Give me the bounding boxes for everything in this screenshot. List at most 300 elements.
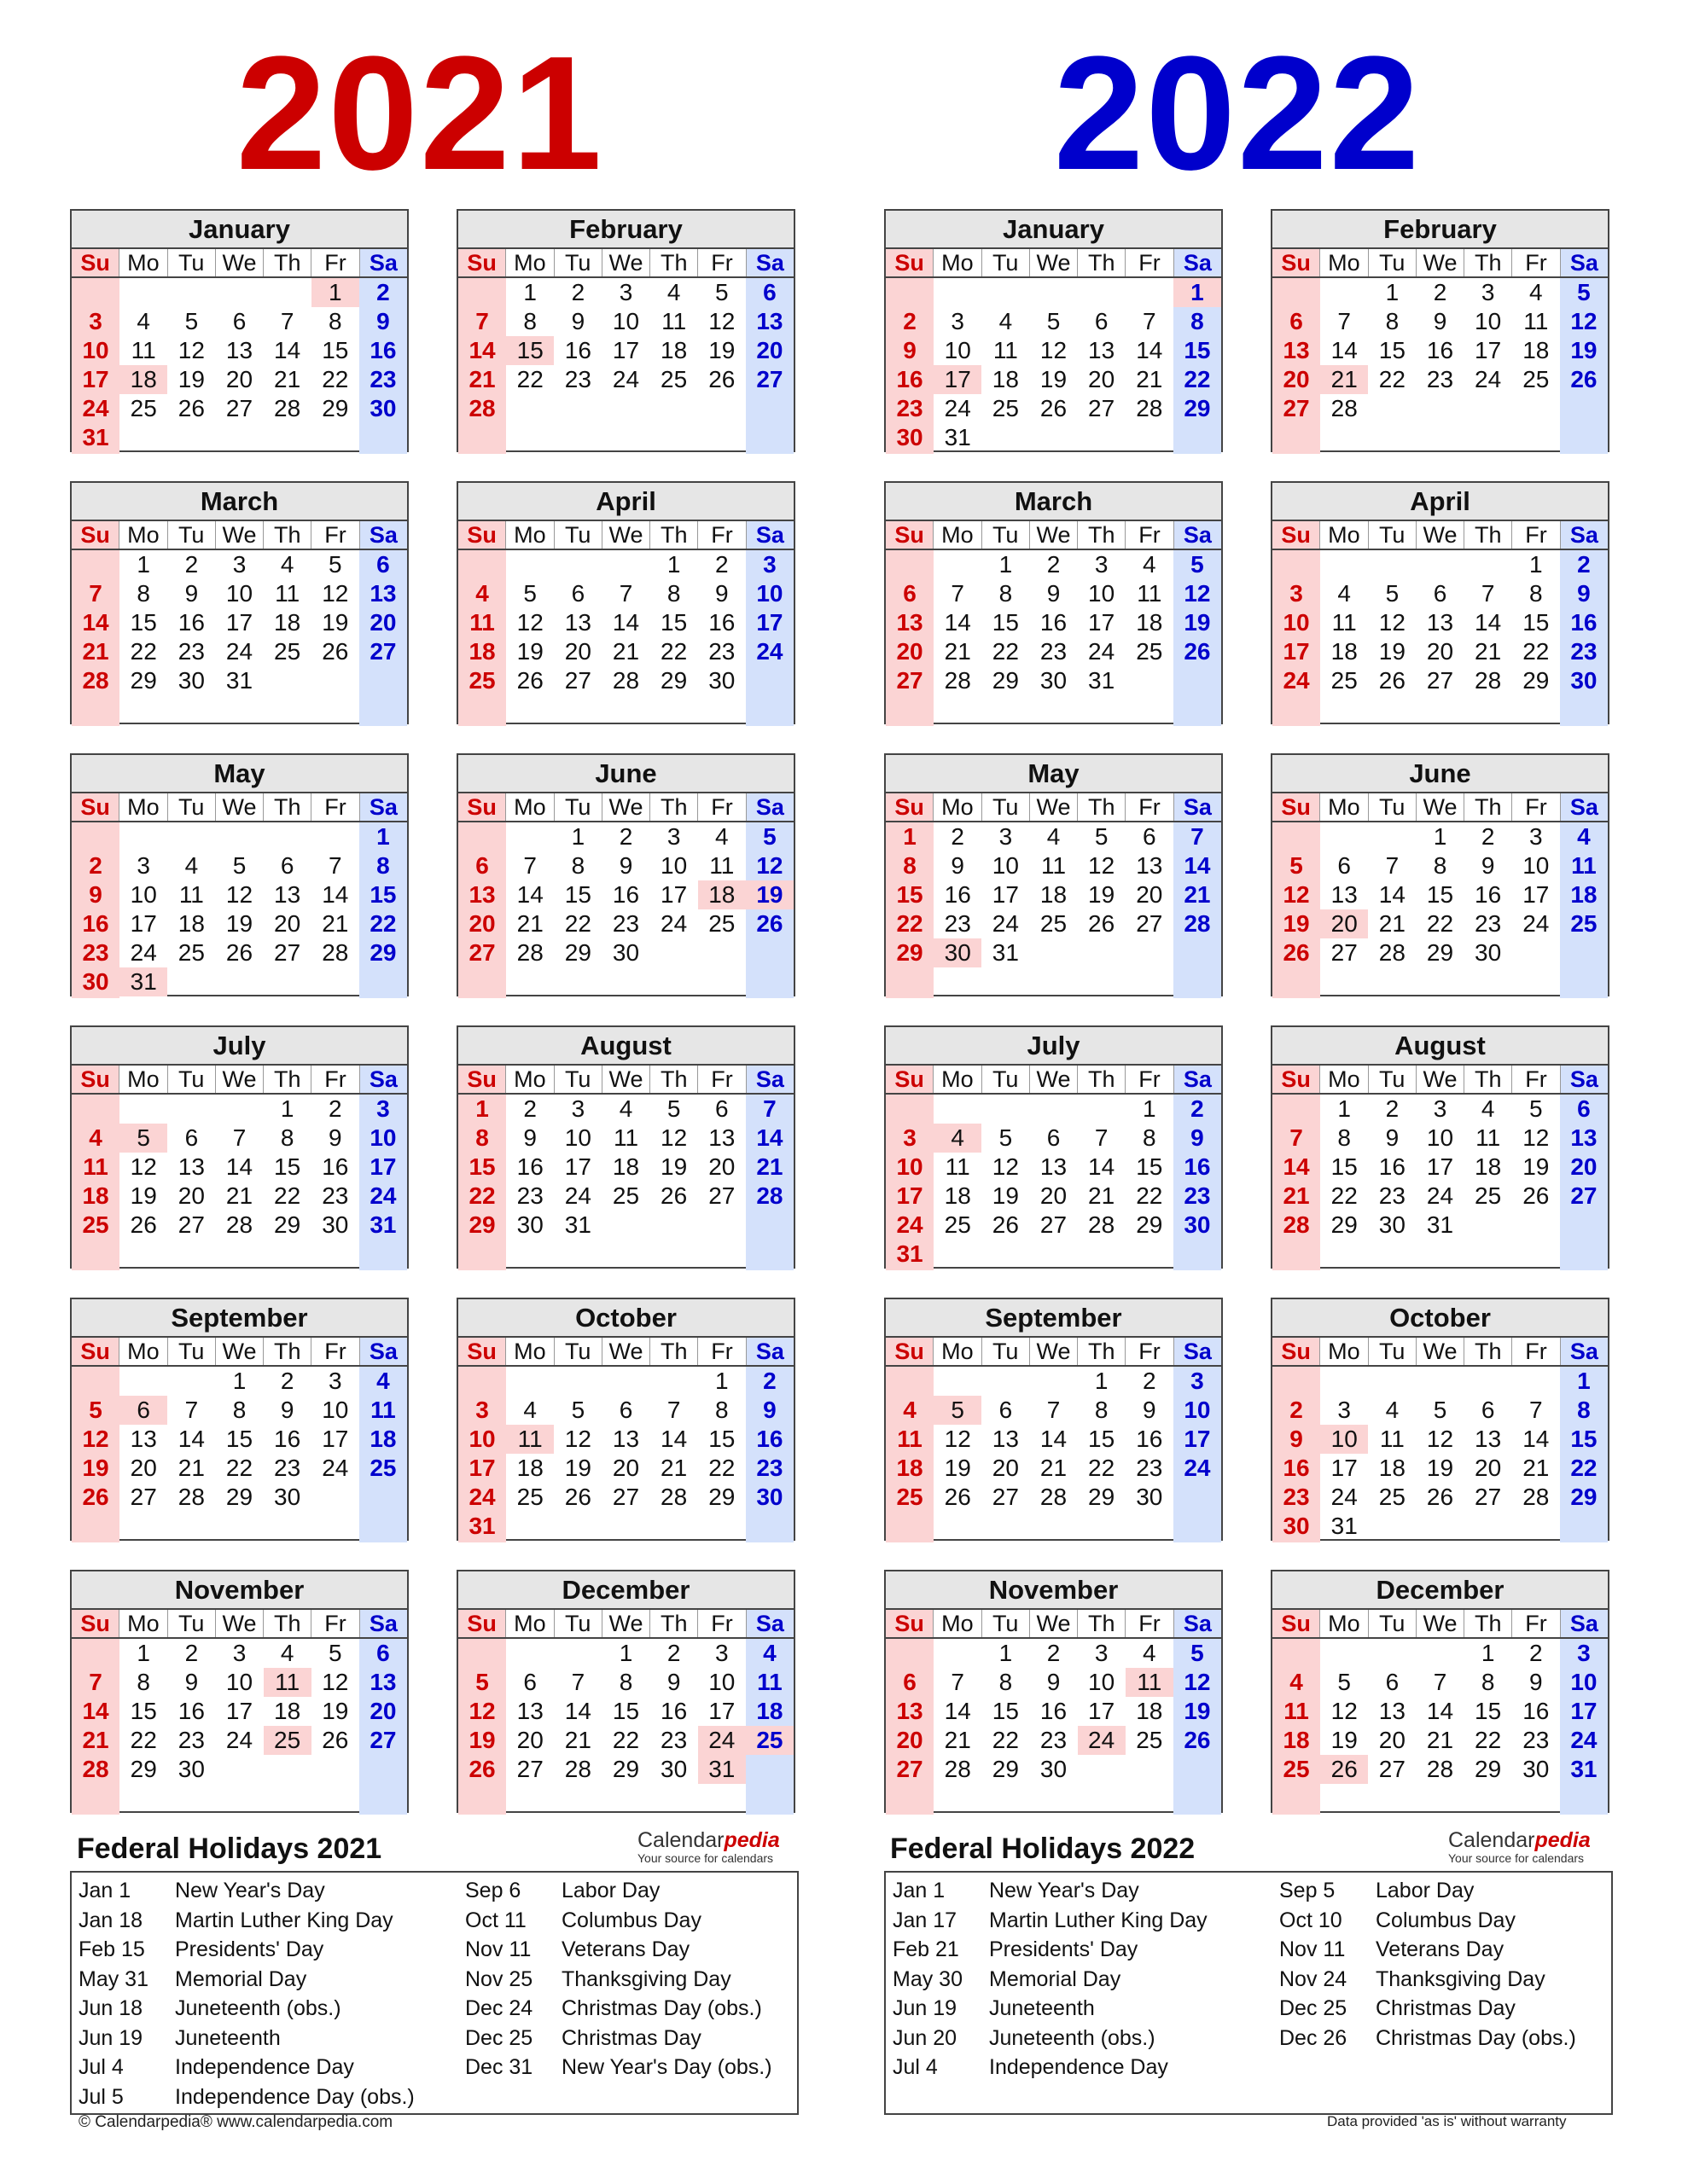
day-cell: 12: [516, 609, 544, 636]
day-cell: 19: [130, 1182, 157, 1209]
day-cell: 24: [1330, 1484, 1358, 1510]
holiday-name: Juneteenth: [175, 2025, 281, 2050]
holiday-row: [1274, 2024, 1576, 2053]
day-cell: 20: [896, 638, 923, 665]
day-cell: 25: [1378, 1484, 1406, 1510]
weekday-header: Su: [886, 793, 934, 821]
day-cell: [1416, 394, 1464, 423]
day-cell: 12: [1184, 1669, 1211, 1695]
day-cell: 9: [763, 1397, 777, 1423]
holiday-date: Jun 20: [893, 2025, 957, 2050]
weekday-header: Fr: [698, 1610, 746, 1637]
day-cell: 29: [564, 939, 591, 966]
day-cell: [934, 1095, 981, 1124]
day-cell: [264, 695, 311, 724]
day-cell: 13: [1426, 609, 1454, 636]
holiday-name: Memorial Day: [175, 1966, 307, 1991]
day-cell: 25: [612, 1182, 640, 1209]
day-cell: [72, 1367, 119, 1396]
month-march-2022: [884, 481, 1223, 724]
month-march-2021: [70, 481, 409, 724]
day-cell: 4: [666, 279, 681, 305]
weekday-header-row: [1272, 1066, 1608, 1095]
day-cell: [72, 695, 119, 724]
day-cell: 18: [612, 1153, 640, 1180]
week-row: [886, 1639, 1221, 1668]
day-cell: 9: [184, 580, 199, 607]
day-cell: 12: [1570, 308, 1598, 334]
week-row: [1272, 1639, 1608, 1668]
weekday-header: Mo: [934, 1610, 981, 1637]
day-cell: 21: [82, 1727, 109, 1753]
day-cell: 14: [1378, 881, 1406, 908]
day-cell: 3: [1433, 1095, 1447, 1122]
day-cell: [1416, 695, 1464, 724]
day-cell: 16: [708, 609, 736, 636]
day-cell: 20: [274, 910, 301, 937]
day-cell: 30: [1522, 1756, 1550, 1782]
day-cell: [311, 695, 359, 724]
weekday-header: Sa: [360, 793, 407, 821]
month-name: December: [1272, 1571, 1608, 1610]
day-cell: 9: [1190, 1124, 1204, 1151]
day-cell: 16: [1039, 1698, 1068, 1724]
day-cell: [359, 423, 407, 452]
day-cell: [1078, 1784, 1126, 1813]
day-cell: 21: [469, 366, 496, 392]
day-cell: 2: [184, 1640, 199, 1666]
holiday-name: Presidents' Day: [989, 1937, 1138, 1961]
week-row: [458, 1512, 794, 1541]
day-cell: 4: [934, 1124, 981, 1153]
day-cell: 30: [322, 1211, 349, 1238]
day-cell: 1: [376, 823, 390, 850]
day-cell: [934, 967, 981, 996]
week-row: [886, 851, 1221, 880]
day-cell: 21: [1426, 1727, 1454, 1753]
day-cell: 21: [274, 366, 301, 392]
day-cell: 20: [1088, 366, 1115, 392]
month-october-2022: [1271, 1298, 1609, 1541]
day-cell: 28: [1378, 939, 1406, 966]
day-cell: [554, 967, 602, 996]
day-cell: [215, 1512, 263, 1541]
day-cell: 25: [1330, 667, 1358, 694]
week-row: [886, 1396, 1221, 1425]
day-cell: 31: [82, 424, 109, 450]
day-cell: 17: [1184, 1426, 1211, 1452]
week-row: [458, 1697, 794, 1726]
day-cell: [650, 1240, 698, 1269]
day-cell: 11: [1283, 1698, 1309, 1724]
holiday-name: Juneteenth: [989, 1996, 1095, 2020]
day-cell: 24: [370, 1182, 397, 1209]
month-name: October: [1272, 1299, 1608, 1338]
day-cell: 12: [1039, 337, 1068, 363]
weekday-header: Fr: [1512, 249, 1560, 276]
day-cell: [506, 550, 554, 579]
day-cell: 17: [1283, 638, 1310, 665]
day-cell: [1416, 1512, 1464, 1541]
day-cell: 21: [1039, 1455, 1068, 1481]
day-cell: 24: [1078, 1726, 1126, 1755]
day-cell: [1272, 1095, 1320, 1124]
day-grid: [1272, 1095, 1608, 1270]
day-cell: 5: [1190, 1640, 1204, 1666]
weekday-header: Sa: [747, 521, 794, 549]
day-cell: [119, 1784, 167, 1813]
holiday-name: Christmas Day: [1376, 1996, 1516, 2020]
day-cell: 7: [1046, 1397, 1061, 1423]
week-row: [886, 423, 1221, 452]
year-title-2022: 2022: [1053, 23, 1422, 204]
day-cell: 6: [714, 1095, 729, 1122]
day-cell: 19: [1330, 1727, 1358, 1753]
day-cell: 17: [1330, 1455, 1358, 1481]
weekday-header: Sa: [1561, 249, 1608, 276]
day-cell: 15: [370, 881, 397, 908]
holiday-name: Independence Day: [175, 2055, 354, 2079]
day-cell: 23: [1522, 1727, 1550, 1753]
day-cell: [311, 1784, 359, 1813]
week-row: [72, 1784, 407, 1813]
day-cell: 21: [756, 1153, 783, 1180]
day-cell: [72, 822, 119, 851]
weekday-header: Sa: [360, 1338, 407, 1365]
day-cell: 28: [756, 1182, 783, 1209]
day-cell: [554, 423, 602, 452]
day-cell: 14: [1475, 609, 1502, 636]
week-row: [886, 1153, 1221, 1182]
day-cell: [1029, 278, 1077, 307]
day-cell: 9: [714, 580, 729, 607]
day-cell: 28: [82, 667, 109, 694]
weekday-header: We: [1417, 1610, 1464, 1637]
brand-name-a: Calendar: [637, 1828, 725, 1852]
week-row: [458, 608, 794, 637]
weekday-header: Su: [886, 1610, 934, 1637]
week-row: [1272, 278, 1608, 307]
week-row: [458, 1755, 794, 1784]
weekday-header: Mo: [934, 793, 981, 821]
day-cell: 25: [516, 1484, 544, 1510]
holiday-row: [888, 2024, 1208, 2053]
day-cell: 10: [564, 1124, 591, 1151]
day-cell: [1320, 550, 1368, 579]
weekday-header: Tu: [555, 521, 602, 549]
weekday-header: We: [602, 1610, 650, 1637]
holiday-name: Memorial Day: [989, 1966, 1121, 1991]
day-cell: 12: [992, 1153, 1019, 1180]
week-row: [72, 1367, 407, 1396]
day-cell: 4: [1337, 580, 1351, 607]
day-cell: 9: [1528, 1669, 1543, 1695]
day-cell: 23: [896, 395, 923, 421]
weekday-header: Su: [458, 1066, 506, 1093]
day-cell: 28: [944, 1756, 971, 1782]
day-cell: 8: [376, 852, 390, 879]
week-row: [72, 1124, 407, 1153]
day-cell: [72, 1095, 119, 1124]
week-row: [886, 880, 1221, 909]
weekday-header: Sa: [747, 1610, 794, 1637]
day-cell: 8: [1094, 1397, 1109, 1423]
day-cell: 30: [516, 1211, 544, 1238]
month-name: October: [458, 1299, 794, 1338]
day-cell: 2: [666, 1640, 681, 1666]
day-cell: [746, 967, 794, 996]
day-cell: 9: [666, 1669, 681, 1695]
weekday-header: We: [1417, 249, 1464, 276]
day-cell: 2: [619, 823, 633, 850]
day-cell: [311, 1755, 359, 1784]
day-cell: 30: [1184, 1211, 1211, 1238]
day-cell: [934, 1784, 981, 1813]
day-cell: [1560, 967, 1608, 996]
day-cell: 17: [469, 1455, 496, 1481]
holiday-row: [460, 1994, 772, 2024]
day-cell: 26: [1088, 910, 1115, 937]
holiday-row: [460, 1876, 772, 1906]
day-cell: 22: [992, 638, 1019, 665]
day-cell: 23: [1426, 366, 1454, 392]
day-cell: 2: [1577, 551, 1591, 578]
week-row: [886, 278, 1221, 307]
week-row: [1272, 579, 1608, 608]
weekday-header: Fr: [1126, 249, 1173, 276]
day-cell: 19: [1088, 881, 1115, 908]
day-cell: 13: [225, 337, 253, 363]
day-cell: 14: [1136, 337, 1163, 363]
day-cell: [264, 423, 311, 452]
weekday-header: We: [602, 793, 650, 821]
day-cell: 26: [178, 395, 205, 421]
day-cell: 24: [82, 395, 109, 421]
weekday-header: Tu: [982, 1610, 1030, 1637]
day-cell: 5: [1528, 1095, 1543, 1122]
day-cell: [1416, 1367, 1464, 1396]
day-cell: 15: [322, 337, 349, 363]
holiday-date: Oct 10: [1279, 1908, 1342, 1932]
day-cell: 6: [1577, 1095, 1591, 1122]
day-cell: 24: [1088, 638, 1115, 665]
week-row: [1272, 967, 1608, 996]
day-cell: [1416, 967, 1464, 996]
weekday-header: Mo: [506, 521, 554, 549]
day-cell: 7: [1142, 308, 1156, 334]
day-cell: 27: [370, 638, 397, 665]
day-cell: 17: [130, 910, 157, 937]
weekday-header: Sa: [1174, 1338, 1221, 1365]
day-cell: [167, 1095, 215, 1124]
day-cell: [698, 967, 746, 996]
week-row: [1272, 1512, 1608, 1541]
day-cell: 23: [1184, 1182, 1211, 1209]
day-cell: 23: [661, 1727, 688, 1753]
week-row: [72, 909, 407, 938]
day-cell: 1: [1433, 823, 1447, 850]
weekday-header-row: [72, 1066, 407, 1095]
day-cell: [167, 278, 215, 307]
day-cell: [506, 967, 554, 996]
day-cell: 4: [714, 823, 729, 850]
day-cell: 23: [1378, 1182, 1406, 1209]
day-cell: 30: [370, 395, 397, 421]
day-cell: [1464, 1211, 1512, 1240]
day-cell: 25: [992, 395, 1019, 421]
day-cell: 7: [951, 580, 964, 607]
day-cell: 17: [934, 365, 981, 394]
day-cell: [934, 550, 981, 579]
holiday-name: Thanksgiving Day: [1376, 1966, 1545, 1991]
day-cell: [1416, 1784, 1464, 1813]
day-cell: 13: [469, 881, 496, 908]
day-cell: [981, 1512, 1029, 1541]
day-cell: 7: [571, 1669, 585, 1695]
day-cell: 25: [274, 638, 301, 665]
day-cell: 10: [661, 852, 688, 879]
day-cell: [1560, 1784, 1608, 1813]
day-cell: 13: [1570, 1124, 1598, 1151]
weekday-header: Th: [650, 1610, 698, 1637]
day-cell: 22: [225, 1455, 253, 1481]
month-august-2021: [457, 1025, 795, 1269]
day-cell: [1029, 423, 1077, 452]
day-cell: [1368, 967, 1416, 996]
day-cell: 10: [992, 852, 1019, 879]
day-cell: [746, 1211, 794, 1240]
week-row: [458, 1425, 794, 1454]
day-cell: 14: [322, 881, 349, 908]
day-cell: 31: [698, 1755, 746, 1784]
day-cell: 27: [370, 1727, 397, 1753]
day-cell: 2: [280, 1368, 294, 1394]
day-cell: 6: [523, 1669, 537, 1695]
day-cell: 24: [469, 1484, 496, 1510]
day-cell: 1: [1385, 279, 1400, 305]
week-row: [72, 579, 407, 608]
day-cell: [1512, 938, 1560, 967]
day-cell: 12: [225, 881, 253, 908]
day-cell: 28: [178, 1484, 205, 1510]
week-row: [72, 1512, 407, 1541]
day-cell: 18: [1330, 638, 1358, 665]
day-cell: 29: [274, 1211, 301, 1238]
day-cell: [1560, 1512, 1608, 1541]
weekday-header: Th: [1464, 521, 1512, 549]
day-cell: 6: [571, 580, 585, 607]
day-cell: [1173, 938, 1221, 967]
week-row: [72, 608, 407, 637]
weekday-header: We: [1417, 1338, 1464, 1365]
day-cell: 5: [998, 1124, 1013, 1151]
weekday-header: Su: [1272, 1066, 1320, 1093]
day-cell: 29: [992, 1756, 1019, 1782]
day-cell: [1560, 1240, 1608, 1269]
weekday-header: Tu: [168, 1066, 216, 1093]
month-name: June: [458, 755, 794, 793]
day-cell: [1368, 550, 1416, 579]
day-cell: 17: [370, 1153, 397, 1180]
day-cell: 13: [1039, 1153, 1068, 1180]
day-cell: 20: [1320, 909, 1368, 938]
holiday-row: [888, 1994, 1208, 2024]
day-cell: 3: [714, 1640, 729, 1666]
holiday-date: Oct 11: [465, 1908, 527, 1932]
day-cell: 2: [1289, 1397, 1303, 1423]
weekday-header: Mo: [119, 1066, 167, 1093]
day-cell: 21: [82, 638, 109, 665]
day-cell: [698, 1211, 746, 1240]
day-cell: 10: [612, 308, 640, 334]
day-cell: 16: [82, 910, 109, 937]
weekday-header-row: [886, 1610, 1221, 1639]
day-cell: [264, 278, 311, 307]
day-cell: 4: [523, 1397, 537, 1423]
holiday-row: [73, 1965, 415, 1995]
day-cell: 11: [992, 337, 1018, 363]
day-cell: [886, 1639, 934, 1668]
week-row: [886, 608, 1221, 637]
day-cell: 9: [89, 881, 102, 908]
day-cell: 20: [708, 1153, 736, 1180]
day-cell: 14: [1426, 1698, 1454, 1724]
weekday-header: Fr: [698, 249, 746, 276]
day-cell: 29: [708, 1484, 736, 1510]
day-cell: [746, 666, 794, 695]
day-cell: 2: [376, 279, 390, 305]
day-cell: 29: [1475, 1756, 1502, 1782]
weekday-header: We: [216, 1066, 264, 1093]
month-october-2021: [457, 1298, 795, 1541]
month-name: February: [1272, 211, 1608, 249]
weekday-header: We: [602, 249, 650, 276]
weekday-header: Sa: [360, 521, 407, 549]
day-cell: [1320, 1240, 1368, 1269]
day-cell: 4: [1577, 823, 1591, 850]
holiday-date: Nov 24: [1279, 1966, 1347, 1991]
day-cell: [264, 1784, 311, 1813]
day-cell: [981, 278, 1029, 307]
day-cell: 3: [763, 551, 777, 578]
week-row: [1272, 880, 1608, 909]
day-cell: 6: [280, 852, 294, 879]
week-row: [458, 423, 794, 452]
weekday-header: Mo: [934, 521, 981, 549]
day-cell: [886, 1784, 934, 1813]
day-cell: 20: [1378, 1727, 1406, 1753]
day-cell: [1272, 550, 1320, 579]
weekday-header: Su: [1272, 793, 1320, 821]
weekday-header: Mo: [1320, 249, 1368, 276]
holiday-row: [460, 2053, 772, 2082]
day-cell: 4: [1289, 1669, 1303, 1695]
month-february-2022: [1271, 209, 1609, 452]
day-cell: [1078, 938, 1126, 967]
week-row: [72, 365, 407, 394]
day-cell: [602, 1512, 649, 1541]
weekday-header: Th: [264, 1610, 311, 1637]
day-cell: [746, 695, 794, 724]
day-cell: 11: [1523, 308, 1549, 334]
holiday-row: [460, 2024, 772, 2053]
weekday-header: Tu: [168, 793, 216, 821]
weekday-header: Su: [886, 521, 934, 549]
day-cell: 11: [178, 881, 204, 908]
day-cell: 20: [1426, 638, 1454, 665]
week-row: [1272, 336, 1608, 365]
day-cell: 6: [903, 1669, 917, 1695]
